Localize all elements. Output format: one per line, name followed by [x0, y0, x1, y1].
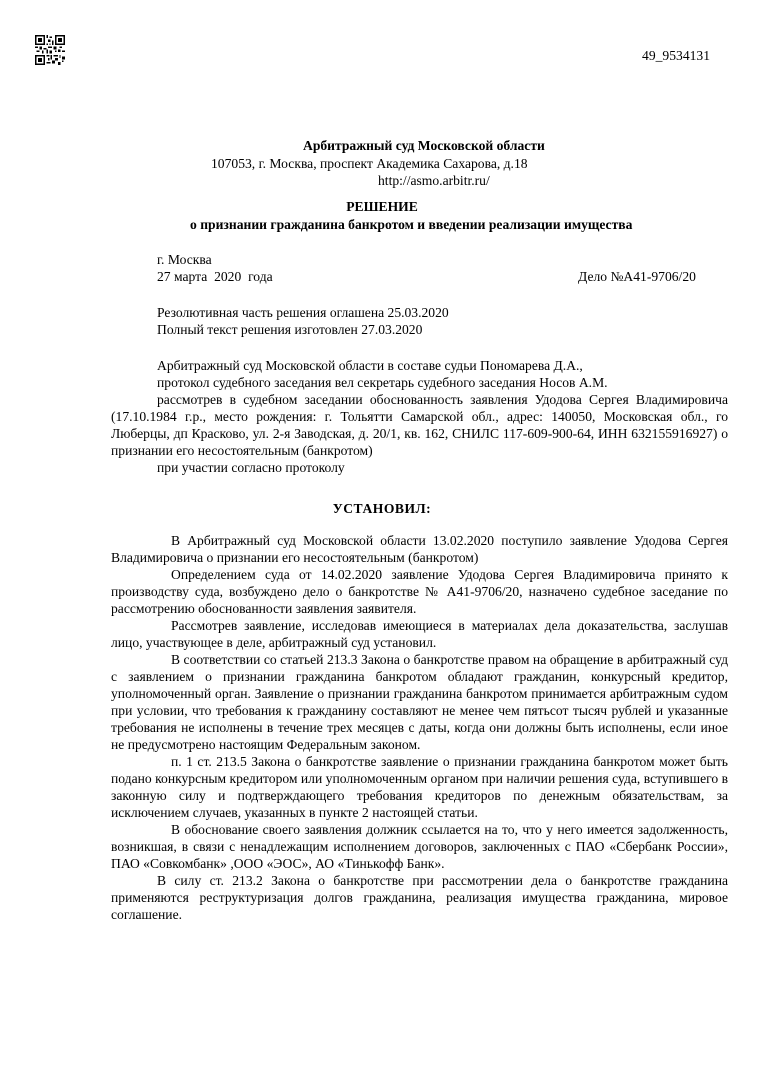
paragraph: Определением суда от 14.02.2020 заявление Удодова Сергея Владимировича принято к производству суда, возбуждено дело о банкротстве № А41-9706/20, назначено судебное заседание по рассмотрению обоснованности заявления заявителя. — [111, 567, 728, 616]
paragraph: п. 1 ст. 213.5 Закона о банкротстве заявление о признании гражданина банкротом может быть подано конкурсным кредитором или уполномоченным органом при наличии решения суда, вступившего в законную силу и подтверждающего требования кредиторов по денежным обязательствам, за исключением случаев, указанных в пункте 2 настоящей статьи. — [111, 754, 728, 820]
intro-text: рассмотрев в судебном заседании обоснованность заявления Удодова Сергея Владимировича (17.10.1984 г.р., место рождения: г. Тольятти Самарской обл., адрес: 140050, Московская обл., го Люберцы, дп Красково, ул. 2-я Заводская, д. 20/1, кв. 162, СНИЛС 117-609-900-64, ИНН 632155916927) о признании его несостоятельным (банкротом) — [111, 392, 728, 458]
paragraph: В силу ст. 213.2 Закона о банкротстве при рассмотрении дела о банкротстве гражданина применяются реструктуризация долгов гражданина, реализация имущества гражданина, мировое соглашение. — [111, 873, 728, 922]
court-url: http://asmo.arbitr.ru/ — [378, 173, 490, 188]
case-number: Дело №А41-9706/20 — [578, 269, 696, 284]
document-number: 49_9534131 — [642, 48, 710, 63]
document-title: РЕШЕНИЕ — [346, 199, 418, 214]
court-name: Арбитражный суд Московской области — [303, 138, 545, 153]
secretary-line: протокол судебного заседания вел секретарь судебного заседания Носов А.М. — [157, 375, 608, 390]
paragraph: В обоснование своего заявления должник ссылается на то, что у него имеется задолженность, возникшая, в связи с ненадлежащим исполнением договоров, заключенных с ПАО «Сбербанк России», ПАО «Совкомбанк» ,ООО «ЭОС», АО «Тинькофф Банк». — [111, 822, 728, 871]
paragraph: Рассмотрев заявление, исследовав имеющиеся в материалах дела доказательства, заслушав лицо, участвующее в деле, арбитражный суд установил. — [111, 618, 728, 650]
body-text — [111, 532, 728, 923]
document-subtitle: о признании гражданина банкротом и введении реализации имущества — [190, 217, 633, 232]
court-address: 107053, г. Москва, проспект Академика Сахарова, д.18 — [211, 156, 528, 171]
paragraph: В соответствии со статьей 213.3 Закона о банкротстве правом на обращение в арбитражный суд с заявлением о признании гражданина банкротом обладают гражданин, конкурсный кредитор, уполномоченный орган. Заявление о признании гражданина банкротом принимается арбитражным судом при условии, что требования к гражданину составляют не менее чем пятьсот тысяч рублей и указанные требования не исполнены в течение трех месяцев с даты, когда они должны быть исполнены, если иное не предусмотрено настоящим Федеральным законом. — [111, 652, 728, 752]
participation-line: при участии согласно протоколу — [157, 460, 345, 475]
full-text-line: Полный текст решения изготовлен 27.03.2020 — [157, 322, 423, 337]
paragraph: В Арбитражный суд Московской области 13.02.2020 поступило заявление Удодова Сергея Владимировича о признании его несостоятельным (банкротом) — [111, 533, 728, 565]
court-composition: Арбитражный суд Московской области в составе судьи Пономарева Д.А., — [157, 358, 583, 373]
city: г. Москва — [157, 252, 212, 267]
section-heading-established: УСТАНОВИЛ: — [332, 501, 432, 516]
case-intro-paragraph — [111, 391, 728, 459]
announcement-line: Резолютивная часть решения оглашена 25.03.2020 — [157, 305, 449, 320]
decision-date: 27 марта 2020 года — [157, 269, 273, 284]
qr-code-icon — [35, 35, 65, 65]
